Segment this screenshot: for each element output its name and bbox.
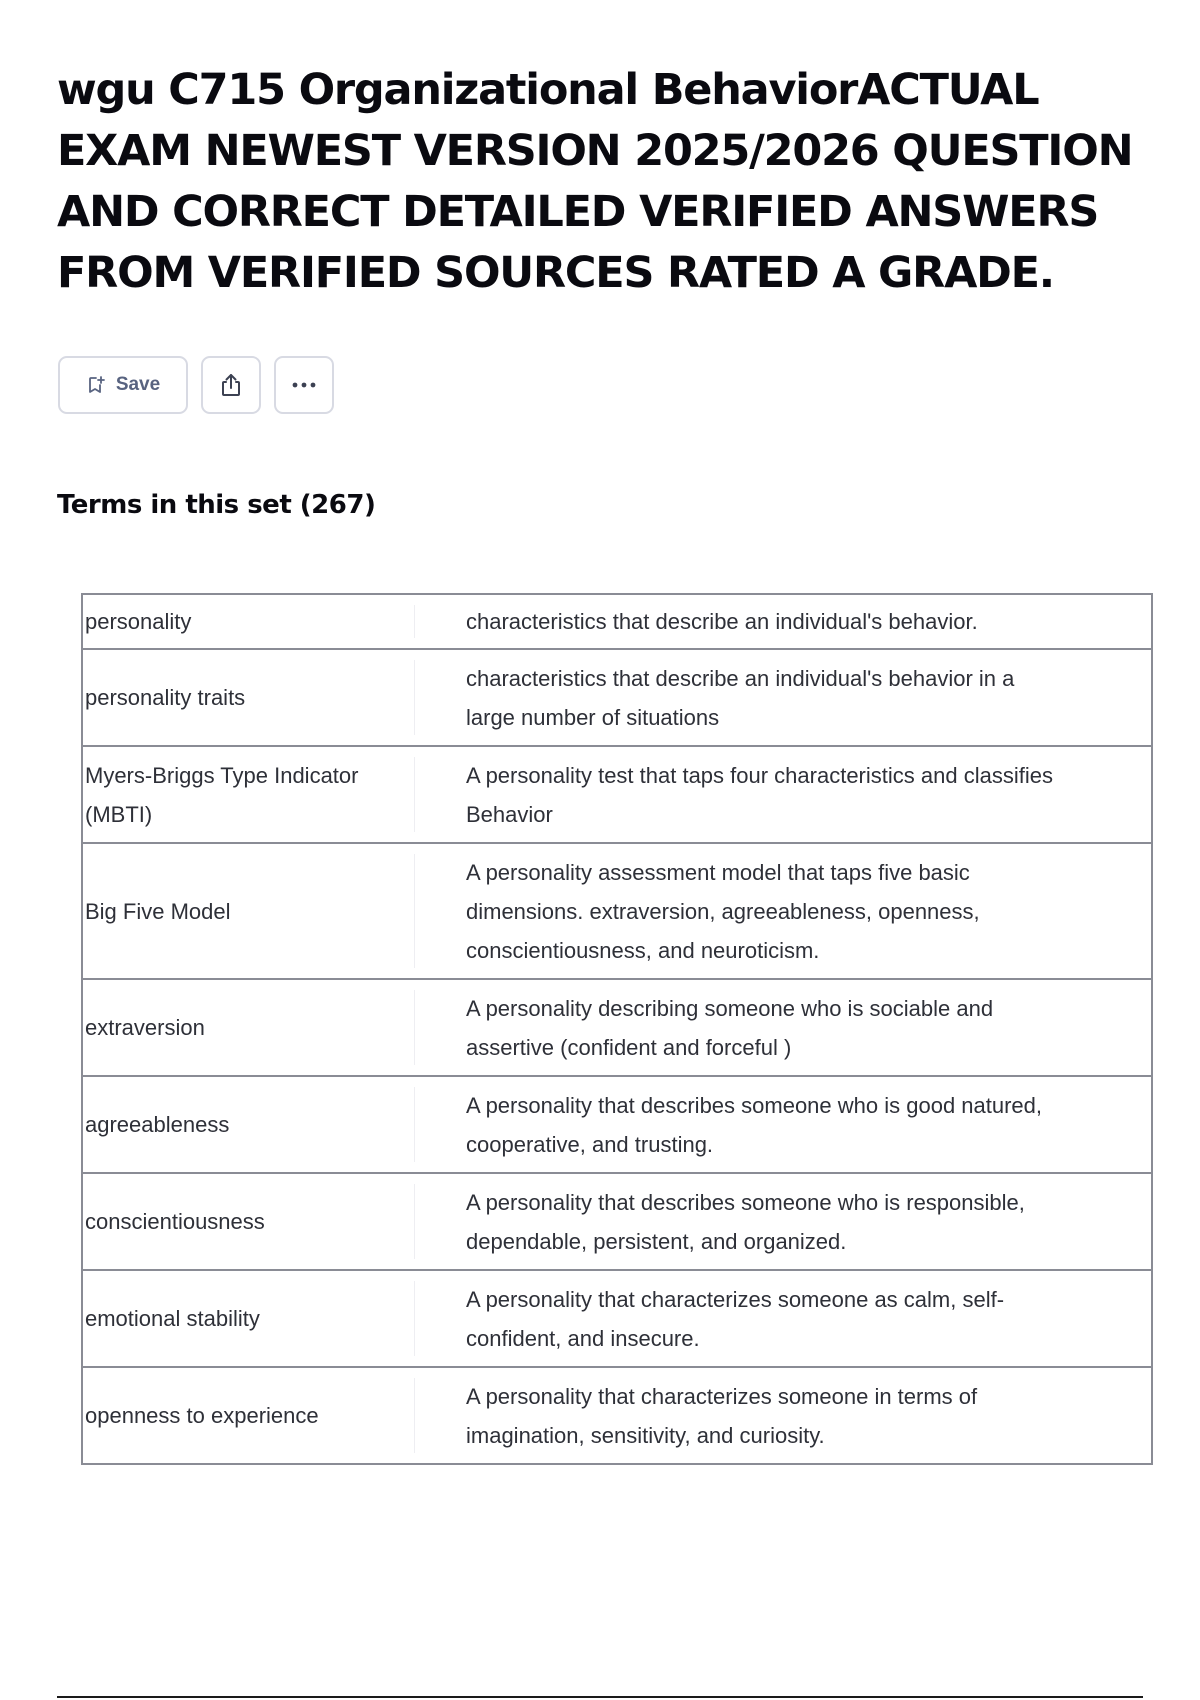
term-cell: Big Five Model [82,843,415,979]
share-icon [217,371,245,399]
definition-cell: characteristics that describe an individual's behavior. [415,594,1152,649]
more-horizontal-icon [289,380,319,390]
definition-cell: A personality describing someone who is sociable and assertive (confident and forceful ) [415,979,1152,1076]
table-row [82,1270,1152,1367]
page-title: wgu C715 Organizational BehaviorACTUAL EXAM NEWEST VERSION 2025/2026 QUESTION AND CORRECT DETAILED VERIFIED ANSWERS FROM VERIFIED SOURCES RATED A GRADE. [57,65,1133,298]
term-cell: agreeableness [82,1076,415,1173]
definition-cell: A personality test that taps four characteristics and classifies Behavior [415,746,1152,843]
share-button[interactable] [201,356,261,414]
save-button-label: Save [115,374,161,395]
table-row [82,979,1152,1076]
action-toolbar [58,356,334,414]
save-button[interactable] [58,356,188,414]
bookmark-add-icon [86,375,106,395]
table-row [82,1367,1152,1464]
term-cell: personality traits [82,649,415,746]
definition-cell: A personality that describes someone who is good natured, cooperative, and trusting. [415,1076,1152,1173]
table-row [82,1076,1152,1173]
table-row [82,649,1152,746]
term-cell: conscientiousness [82,1173,415,1270]
footer-divider [57,1696,1143,1698]
term-cell: emotional stability [82,1270,415,1367]
term-cell: personality [82,594,415,649]
definition-cell: A personality that characterizes someone as calm, self-confident, and insecure. [415,1270,1152,1367]
definition-cell: A personality that describes someone who is responsible, dependable, persistent, and organized. [415,1173,1152,1270]
definition-cell: A personality that characterizes someone in terms of imagination, sensitivity, and curiosity. [415,1367,1152,1464]
terms-section-heading: Terms in this set (267) [57,490,376,520]
table-row [82,746,1152,843]
definition-cell: characteristics that describe an individual's behavior in a large number of situations [415,649,1152,746]
more-options-button[interactable] [274,356,334,414]
definition-cell: A personality assessment model that taps five basic dimensions. extraversion, agreeableness, openness, conscientiousness, and neuroticism. [415,843,1152,979]
term-cell: openness to experience [82,1367,415,1464]
table-row [82,843,1152,979]
table-row [82,1173,1152,1270]
terms-table [81,593,1153,1465]
term-cell: Myers-Briggs Type Indicator (MBTI) [82,746,415,843]
term-cell: extraversion [82,979,415,1076]
table-row [82,594,1152,649]
